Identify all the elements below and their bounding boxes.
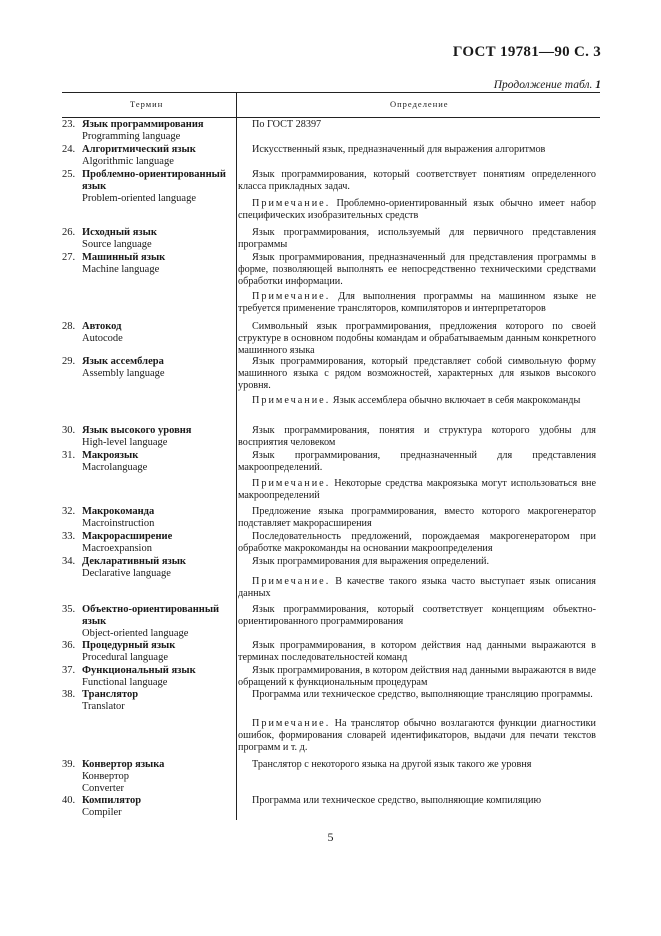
definition-cell	[238, 227, 596, 251]
term-cell	[62, 321, 234, 345]
table-top-rule	[62, 92, 600, 93]
term-cell	[62, 506, 234, 530]
definition-text: Язык программирования, в котором действия над данными выражаются в виде обращений к функциональным процедурам	[238, 665, 596, 688]
definition-cell	[238, 689, 596, 701]
term-number: 29.	[62, 356, 76, 367]
term-cell	[62, 252, 234, 276]
term-english: Functional language	[82, 677, 168, 688]
term-russian: Макроязык	[82, 450, 139, 461]
note-text: Язык ассемблера обычно включает в себя макрокоманды	[332, 395, 581, 406]
definition-cell	[238, 144, 596, 156]
term-cell	[62, 665, 234, 689]
term-english: Macrolanguage	[82, 462, 148, 473]
definition-cell	[238, 604, 596, 628]
definition-cell	[238, 640, 596, 664]
term-number: 34.	[62, 556, 76, 567]
note-label: Примечание.	[252, 576, 331, 587]
term-cell	[62, 689, 234, 713]
table-header-rule	[62, 117, 600, 118]
definition-text: Искусственный язык, предназначенный для выражения алгоритмов	[252, 144, 546, 155]
term-russian: Проблемно-ориентированный язык	[82, 169, 226, 192]
term-cell	[62, 531, 234, 555]
term-cell	[62, 759, 234, 795]
table-column-divider	[236, 92, 237, 820]
definition-text: Предложение языка программирования, вместо которого макрогенератор подставляет макрорасширения	[238, 506, 596, 529]
definition-text: Язык программирования, понятия и структура которого удобны для восприятия человеком	[238, 425, 596, 448]
note-text: В качестве такого языка часто выступает язык описания данных	[238, 576, 596, 599]
definition-cell	[238, 556, 596, 568]
term-number: 36.	[62, 640, 76, 651]
term-russian: Язык высокого уровня	[82, 425, 192, 436]
term-russian: Алгоритмический язык	[82, 144, 196, 155]
note-label: Примечание.	[252, 291, 331, 302]
term-russian: Язык ассемблера	[82, 356, 164, 367]
definition-note	[238, 291, 596, 315]
definition-text: Язык программирования для выражения определений.	[252, 556, 490, 567]
term-russian: Функциональный язык	[82, 665, 196, 676]
note-text: Проблемно-ориентированный язык обычно имеет набор специфических изобразительных средств	[238, 198, 596, 221]
term-russian: Машинный язык	[82, 252, 166, 263]
term-cell	[62, 795, 234, 819]
term-number: 27.	[62, 252, 76, 263]
definition-text: Язык программирования, который соответствует понятиям определенного класса прикладных задач.	[238, 169, 596, 192]
term-english: High-level language	[82, 437, 168, 448]
definition-note	[238, 718, 596, 753]
definition-cell	[238, 665, 596, 689]
term-english: Translator	[82, 701, 125, 712]
term-russian: Язык программирования	[82, 119, 204, 130]
definition-note	[238, 478, 596, 502]
term-number: 31.	[62, 450, 76, 461]
definition-text: Символьный язык программирования, предложения которого по своей структуре в основном подобны командам и обрабатываемым данным конкретного машинного языка	[238, 321, 596, 356]
term-number: 39.	[62, 759, 76, 770]
term-english: Converter	[82, 783, 124, 794]
definition-cell	[238, 506, 596, 530]
note-text: Для выполнения программы на машинном языке не требуется применение трансляторов, компиляторов и интерпретаторов	[238, 291, 596, 314]
term-english: Macroexpansion	[82, 543, 152, 554]
term-english: Compiler	[82, 807, 122, 818]
term-english: Procedural language	[82, 652, 169, 663]
term-russian: Автокод	[82, 321, 122, 332]
term-english: Programming language	[82, 131, 181, 142]
definition-cell	[238, 169, 596, 193]
term-number: 24.	[62, 144, 76, 155]
definition-note	[238, 395, 596, 407]
term-number: 26.	[62, 227, 76, 238]
definition-note	[238, 576, 596, 600]
page-number: 5	[327, 830, 334, 844]
definition-note	[238, 198, 596, 222]
definition-cell	[238, 795, 596, 807]
term-number: 40.	[62, 795, 76, 806]
term-number: 38.	[62, 689, 76, 700]
definition-cell	[238, 321, 596, 356]
term-russian: Компилятор	[82, 795, 142, 806]
term-number: 28.	[62, 321, 76, 332]
term-number: 30.	[62, 425, 76, 436]
term-english: Machine language	[82, 264, 160, 275]
definition-text: Язык программирования, в котором действия над данными выражаются в терминах последовательностей команд	[238, 640, 596, 663]
term-number: 37.	[62, 665, 76, 676]
definition-text: Язык программирования, предназначенный для представления макроопределений.	[238, 450, 596, 473]
term-cell	[62, 144, 234, 168]
definition-cell	[238, 119, 596, 131]
term-russian: Декларативный язык	[82, 556, 186, 567]
term-number: 25.	[62, 169, 76, 180]
note-label: Примечание.	[252, 478, 331, 489]
definition-text: Язык программирования, который представляет собой символьную форму машинного языка с рядом возможностей, характерных для языков высокого уровня.	[238, 356, 596, 391]
term-english: Autocode	[82, 333, 123, 344]
term-cell	[62, 227, 234, 251]
term-cell	[62, 119, 234, 143]
term-russian: Объектно-ориентированный язык	[82, 604, 220, 627]
term-english: Macroinstruction	[82, 518, 155, 529]
definition-text: Последовательность предложений, порождаемая макрогенератором при обработке макрокоманды на основании макроопределения	[238, 531, 596, 554]
definition-cell	[238, 252, 596, 287]
definition-text: Язык программирования, используемый для первичного представления программы	[238, 227, 596, 250]
term-russian: Макрорасширение	[82, 531, 173, 542]
note-text: Некоторые средства макроязыка могут использоваться вне макроопределений	[238, 478, 596, 501]
definition-text: Язык программирования, который соответствует концепциям объектно-ориентированного программирования	[238, 604, 596, 627]
definition-cell	[238, 450, 596, 474]
term-russian: Макрокоманда	[82, 506, 155, 517]
term-cell	[62, 356, 234, 380]
term-number: 33.	[62, 531, 76, 542]
term-number: 32.	[62, 506, 76, 517]
definition-text: Программа или техническое средство, выполняющие компиляцию	[252, 795, 542, 806]
term-cell	[62, 425, 234, 449]
definition-cell	[238, 759, 596, 771]
term-russian: Транслятор	[82, 689, 139, 700]
column-header-term: Термин	[130, 99, 164, 109]
term-cell	[62, 640, 234, 664]
term-number: 35.	[62, 604, 76, 615]
term-english: Assembly language	[82, 368, 165, 379]
definition-text: По ГОСТ 28397	[252, 119, 322, 130]
column-header-definition: Определение	[390, 99, 449, 109]
term-cell	[62, 450, 234, 474]
term-cell	[62, 169, 234, 205]
term-english: Object-oriented language	[82, 628, 189, 639]
term-russian: Процедурный язык	[82, 640, 176, 651]
definition-text: Программа или техническое средство, выполняющие трансляцию программы.	[252, 689, 593, 700]
note-label: Примечание.	[252, 395, 331, 406]
note-text: На транслятор обычно возлагаются функции диагностики ошибок, формирования словарей идентификаторов, выдачи для печати текстов программ и т. д.	[238, 718, 596, 753]
definition-cell	[238, 531, 596, 555]
term-english: Declarative language	[82, 568, 171, 579]
note-label: Примечание.	[252, 198, 331, 209]
term-english: Problem-oriented language	[82, 193, 197, 204]
definition-cell	[238, 425, 596, 449]
term-english: Source language	[82, 239, 152, 250]
definition-cell	[238, 356, 596, 391]
note-label: Примечание.	[252, 718, 331, 729]
term-cell	[62, 556, 234, 580]
definition-text: Язык программирования, предназначенный для представления программы в форме, позволяющей выполнять ее непосредственно техническими средствами обработки информации.	[238, 252, 596, 287]
term-english: Конвертор	[82, 771, 129, 782]
definition-text: Транслятор с некоторого языка на другой язык такого же уровня	[252, 759, 532, 770]
table-continuation: Продолжение табл. 1	[493, 79, 601, 91]
term-cell	[62, 604, 234, 640]
term-english: Algorithmic language	[82, 156, 174, 167]
term-russian: Конвертор языка	[82, 759, 165, 770]
document-header: ГОСТ 19781—90 С. 3	[452, 44, 601, 60]
term-number: 23.	[62, 119, 76, 130]
term-russian: Исходный язык	[82, 227, 157, 238]
